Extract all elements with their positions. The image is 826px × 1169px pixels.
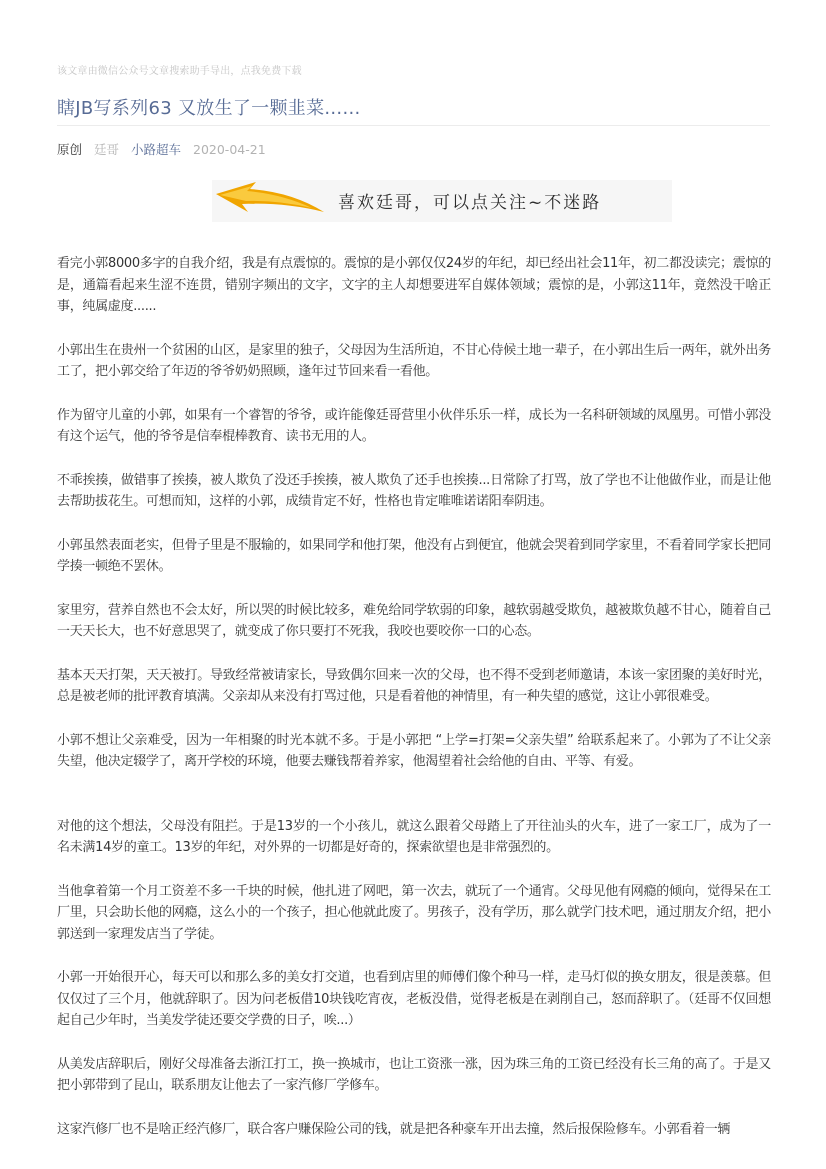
paragraph: 小郭不想让父亲难受，因为一年相聚的时光本就不多。于是小郭把 “上学=打架=父亲失望” 给联系起来了。小郭为了不让父亲失望，他决定辍学了，离开学校的环境，他要去赚钱帮着养家，他渴望着社会给他的自由、平等、有爱。 [57,732,771,769]
paragraph: 小郭一开始很开心，每天可以和那么多的美女打交道，也看到店里的师傅们像个种马一样，走马灯似的换女朋友，很是羡慕。但仅仅过了三个月，他就辞职了。因为问老板借10块钱吃宵夜，老板没借，觉得老板是在剥削自己，怒而辞职了。（廷哥不仅回想起自己少年时，当美发学徒还要交学费的日子，唉...） [57,970,771,1028]
paragraph: 作为留守儿童的小郭，如果有一个睿智的爷爷，或许能像廷哥营里小伙伴乐乐一样，成长为一名科研领域的凤凰男。可惜小郭没有这个运气，他的爷爷是信奉棍棒教育、读书无用的人。 [57,407,771,444]
follow-banner [212,180,672,222]
paragraph: 对他的这个想法，父母没有阻拦。于是13岁的一个小孩儿，就这么跟着父母踏上了开往汕头的火车，进了一家工厂，成为了一名未满14岁的童工。13岁的年纪，对外界的一切都是好奇的，探索欲望也是非常强烈的。 [57,818,771,855]
arrow-icon [212,180,332,222]
paragraph: 小郭出生在贵州一个贫困的山区，是家里的独子，父母因为生活所迫，不甘心侍候土地一辈子，在小郭出生后一两年，就外出务工了，把小郭交给了年迈的爷爷奶奶照顾，逢年过节回来看一看他。 [57,342,771,379]
account-link[interactable]: 小路超车 [131,142,182,157]
paragraph: 基本天天打架，天天被打。导致经常被请家长，导致偶尔回来一次的父母，也不得不受到老师邀请，本该一家团聚的美好时光，总是被老师的批评教育填满。父亲却从来没有打骂过他，只是看着他的神情里，有一种失望的感觉，这让小郭很难受。 [57,667,771,704]
title-divider [57,125,770,126]
export-source-link[interactable]: 该文章由微信公众号文章搜索助手导出，点我免费下载 [57,66,302,77]
paragraph: 小郭虽然表面老实，但骨子里是不服输的，如果同学和他打架，他没有占到便宜，他就会哭着到同学家里，不看着同学家长把同学揍一顿绝不罢休。 [57,537,771,574]
paragraph: 当他拿着第一个月工资差不多一千块的时候，他扎进了网吧，第一次去，就玩了一个通宵。父母见他有网瘾的倾向，觉得呆在工厂里，只会助长他的网瘾，这么小的一个孩子，担心他就此废了。男孩子，没有学历，那么就学门技术吧，通过朋友介绍，把小郭送到一家理发店当了学徒。 [57,883,771,942]
author-name: 廷哥 [94,142,120,157]
article-meta [57,140,274,158]
paragraph: 这家汽修厂也不是啥正经汽修厂，联合客户赚保险公司的钱，就是把各种豪车开出去撞，然后报保险修车。小郭看着一辆 [57,1121,731,1137]
paragraph: 看完小郭8000多字的自我介绍，我是有点震惊的。震惊的是小郭仅仅24岁的年纪，却已经出社会11年，初二都没读完；震惊的是，通篇看起来生涩不连贯，错别字频出的文字，文字的主人却想要进军自媒体领域；震惊的是，小郭这11年，竟然没干啥正事，纯属虚度...... [57,256,771,314]
paragraph: 家里穷，营养自然也不会太好，所以哭的时候比较多，难免给同学软弱的印象，越软弱越受欺负，越被欺负越不甘心，随着自己一天天长大，也不好意思哭了，就变成了你只要打不死我，我咬也要咬你一口的心态。 [57,602,771,639]
paragraph: 从美发店辞职后，刚好父母准备去浙江打工，换一换城市，也让工资涨一涨，因为珠三角的工资已经没有长三角的高了。于是又把小郭带到了昆山，联系朋友让他去了一家汽修厂学修车。 [57,1056,771,1093]
publish-date: 2020-04-21 [193,142,266,157]
banner-text: 喜欢廷哥，可以点关注~不迷路 [338,193,602,213]
article-title: 瞎JB写系列63 又放生了一颗韭菜...... [57,98,361,119]
paragraph: 不乖挨揍，做错事了挨揍，被人欺负了没还手挨揍，被人欺负了还手也挨揍...日常除了打骂，放了学也不让他做作业，而是让他去帮助拔花生。可想而知，这样的小郭，成绩肯定不好，性格也肯定唯唯诺诺阳奉阴违。 [57,472,771,509]
original-badge: 原创 [57,142,83,157]
article-body [57,253,771,1162]
